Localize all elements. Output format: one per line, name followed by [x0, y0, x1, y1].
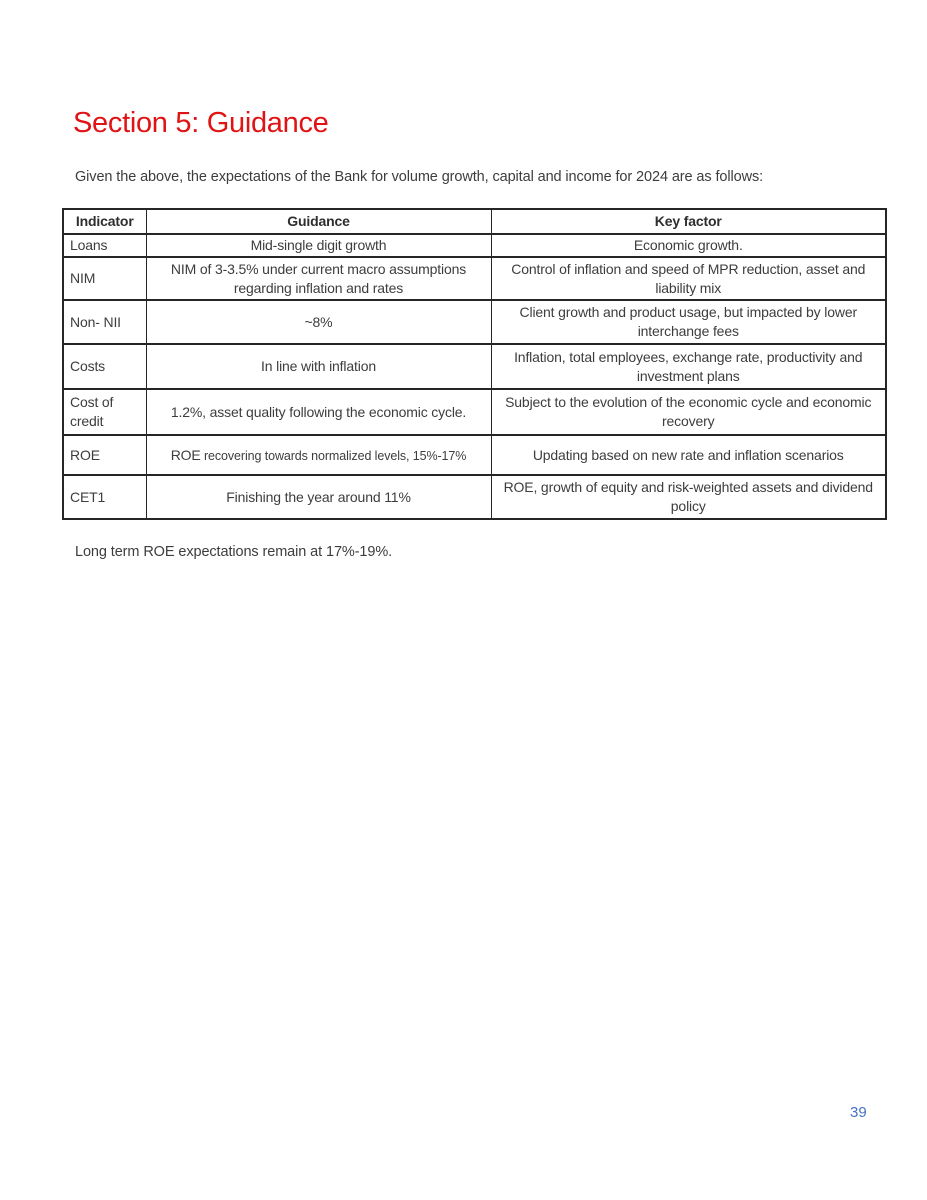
key-factor-cell: ROE, growth of equity and risk-weighted assets and dividend policy	[491, 475, 886, 519]
key-factor-cell: Updating based on new rate and inflation scenarios	[491, 435, 886, 475]
key-factor-cell: Control of inflation and speed of MPR reduction, asset and liability mix	[491, 257, 886, 300]
table-row	[63, 257, 886, 300]
key-factor-cell: Client growth and product usage, but impacted by lower interchange fees	[491, 300, 886, 344]
note-paragraph: Long term ROE expectations remain at 17%-19%.	[75, 544, 393, 560]
table-row	[63, 389, 886, 435]
key-factor-cell: Economic growth.	[491, 234, 886, 257]
guidance-table	[62, 208, 887, 520]
indicator-cell: Cost of credit	[63, 389, 146, 435]
indicator-cell: Loans	[63, 234, 146, 257]
intro-paragraph: Given the above, the expectations of the Bank for volume growth, capital and income for 2024 are as follows:	[75, 169, 764, 185]
guidance-small-text: recovering towards normalized levels, 15%-17%	[200, 448, 467, 463]
guidance-cell: ~8%	[146, 300, 491, 344]
indicator-cell: NIM	[63, 257, 146, 300]
indicator-cell: Costs	[63, 344, 146, 389]
guidance-cell: Mid-single digit growth	[146, 234, 491, 257]
table-header-cell: Key factor	[491, 209, 886, 234]
table-row	[63, 435, 886, 475]
table-row	[63, 344, 886, 389]
indicator-cell: Non- NII	[63, 300, 146, 344]
section-title: Section 5: Guidance	[73, 107, 329, 139]
key-factor-cell: Subject to the evolution of the economic cycle and economic recovery	[491, 389, 886, 435]
guidance-cell: In line with inflation	[146, 344, 491, 389]
guidance-cell: NIM of 3-3.5% under current macro assumptions regarding inflation and rates	[146, 257, 491, 300]
guidance-cell: ROE recovering towards normalized levels, 15%-17%	[146, 435, 491, 475]
guidance-cell: Finishing the year around 11%	[146, 475, 491, 519]
table-header-cell: Indicator	[63, 209, 146, 234]
table-row	[63, 234, 886, 257]
table-header-row	[63, 209, 886, 234]
guidance-cell: 1.2%, asset quality following the economic cycle.	[146, 389, 491, 435]
indicator-cell: CET1	[63, 475, 146, 519]
table-row	[63, 475, 886, 519]
table-row	[63, 300, 886, 344]
key-factor-cell: Inflation, total employees, exchange rate, productivity and investment plans	[491, 344, 886, 389]
indicator-cell: ROE	[63, 435, 146, 475]
table-header-cell: Guidance	[146, 209, 491, 234]
page-number: 39	[850, 1104, 867, 1121]
